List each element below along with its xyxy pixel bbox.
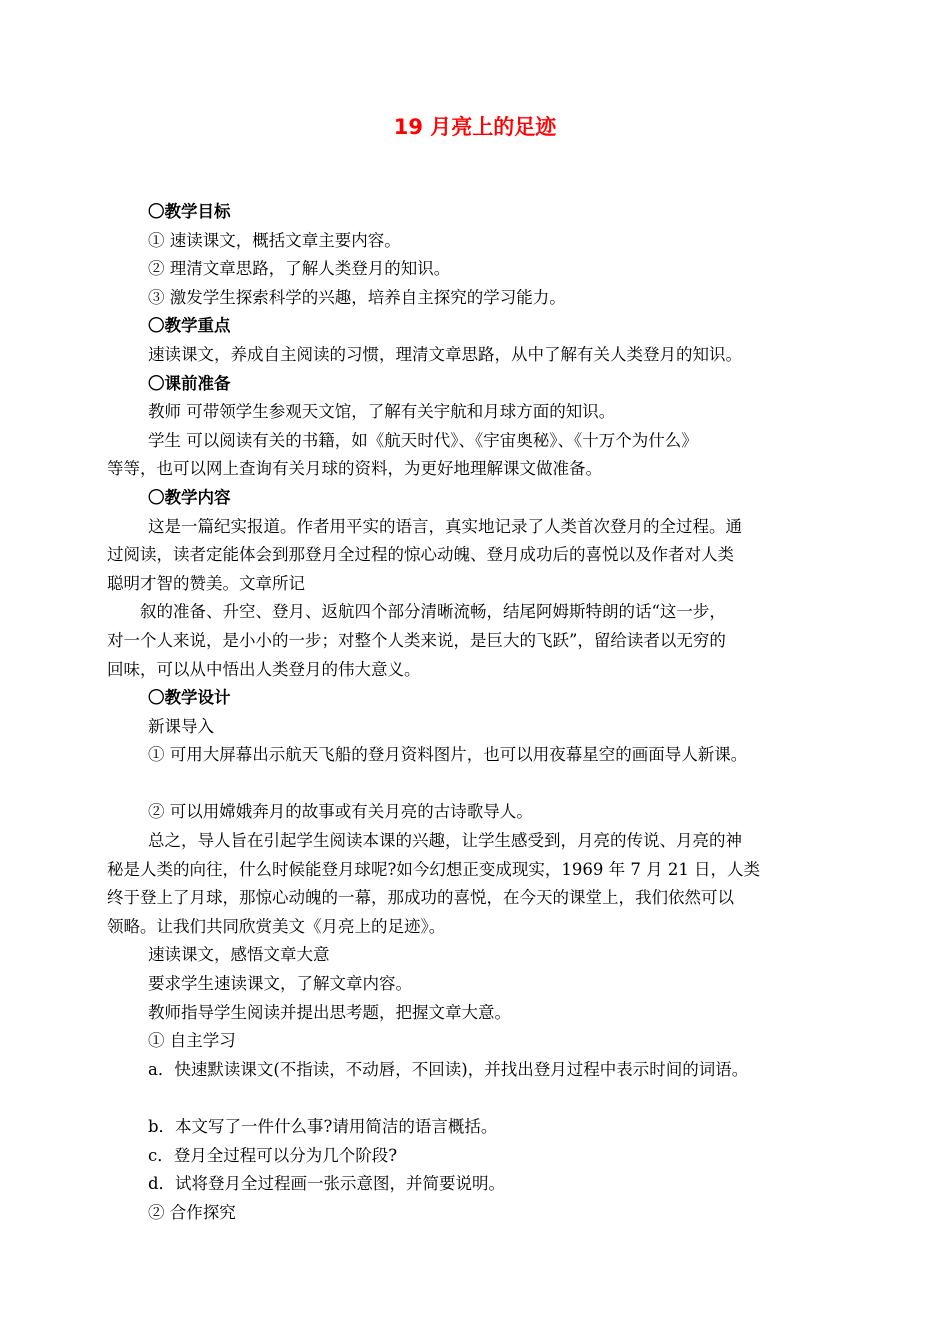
section-heading-prep: 〇课前准备 — [148, 373, 231, 393]
design-summary-line: 秘是人类的向往，什么时候能登月球呢?如今幻想正变成现实，1969 年 7 月 21 日，人类 — [107, 859, 761, 879]
section-heading-content: 〇教学内容 — [148, 487, 231, 507]
design-subheading: 速读课文，感悟文章大意 — [148, 945, 330, 965]
design-text: 教师指导学生阅读并提出思考题，把握文章大意。 — [148, 1002, 511, 1022]
design-summary-line: 终于登上了月球，那惊心动魄的一幕，那成功的喜悦，在今天的课堂上，我们依然可以 — [107, 888, 734, 908]
section-heading-design: 〇教学设计 — [148, 688, 231, 708]
blank-line — [148, 1084, 868, 1113]
design-intro-item: ① 可用大屏幕出示航天飞船的登月资料图片，也可以用夜幕星空的画面导人新课。 — [148, 745, 748, 765]
focus-text: 速读课文，养成自主阅读的习惯，理清文章思路，从中了解有关人类登月的知识。 — [148, 344, 742, 364]
section-heading-focus: 〇教学重点 — [148, 316, 231, 336]
content-paragraph-line: 过阅读，读者定能体会到那登月全过程的惊心动魄、登月成功后的喜悦以及作者对人类 — [107, 545, 734, 565]
goal-item: ③ 激发学生探索科学的兴趣，培养自主探究的学习能力。 — [148, 287, 566, 307]
document-body — [107, 198, 868, 1227]
question-item: c．登月全过程可以分为几个阶段? — [148, 1145, 398, 1165]
question-item: d．试将登月全过程画一张示意图，并简要说明。 — [148, 1174, 506, 1194]
content-paragraph-line: 回味，可以从中悟出人类登月的伟大意义。 — [107, 659, 421, 679]
design-text: 要求学生速读课文，了解文章内容。 — [148, 974, 412, 994]
design-summary-line: 总之，导人旨在引起学生阅读本课的兴趣，让学生感受到，月亮的传说、月亮的神 — [148, 831, 742, 851]
question-item: a．快速默读课文(不指读，不动唇，不回读)，并找出登月过程中表示时间的词语。 — [148, 1059, 749, 1079]
content-paragraph-line: 对一个人来说，是小小的一步；对整个人类来说，是巨大的飞跃”，留给读者以无穷的 — [107, 630, 726, 650]
prep-student-line: 等等，也可以网上查询有关月球的资料，为更好地理解课文做准备。 — [107, 459, 602, 479]
blank-line — [148, 770, 868, 799]
design-subheading: ① 自主学习 — [148, 1031, 236, 1051]
section-heading-goals: 〇教学目标 — [148, 202, 231, 221]
design-summary-line: 领略。让我们共同欣赏美文《月亮上的足迹》。 — [107, 916, 446, 936]
goal-item: ② 理清文章思路，了解人类登月的知识。 — [148, 259, 451, 279]
content-paragraph-line: 这是一篇纪实报道。作者用平实的语言，真实地记录了人类首次登月的全过程。通 — [148, 516, 742, 536]
design-subheading: 新课导入 — [148, 716, 214, 736]
prep-student-line: 学生 可以阅读有关的书籍，如《航天时代》、《宇宙奥秘》、《十万个为什么》 — [148, 430, 698, 450]
prep-teacher: 教师 可带领学生参观天文馆，了解有关宇航和月球方面的知识。 — [148, 402, 616, 422]
design-intro-item: ② 可以用嫦娥奔月的故事或有关月亮的古诗歌导人。 — [148, 802, 533, 822]
content-paragraph-line: 聪明才智的赞美。文章所记 — [107, 573, 305, 593]
document-title: 19 月亮上的足迹 — [393, 115, 557, 139]
design-subheading: ② 合作探究 — [148, 1202, 236, 1222]
question-item: b．本文写了一件什么事?请用简洁的语言概括。 — [148, 1117, 498, 1136]
content-paragraph-line: 叙的准备、升空、登月、返航四个部分清晰流畅，结尾阿姆斯特朗的话“这一步， — [140, 602, 726, 622]
goal-item: ① 速读课文，概括文章主要内容。 — [148, 230, 401, 250]
